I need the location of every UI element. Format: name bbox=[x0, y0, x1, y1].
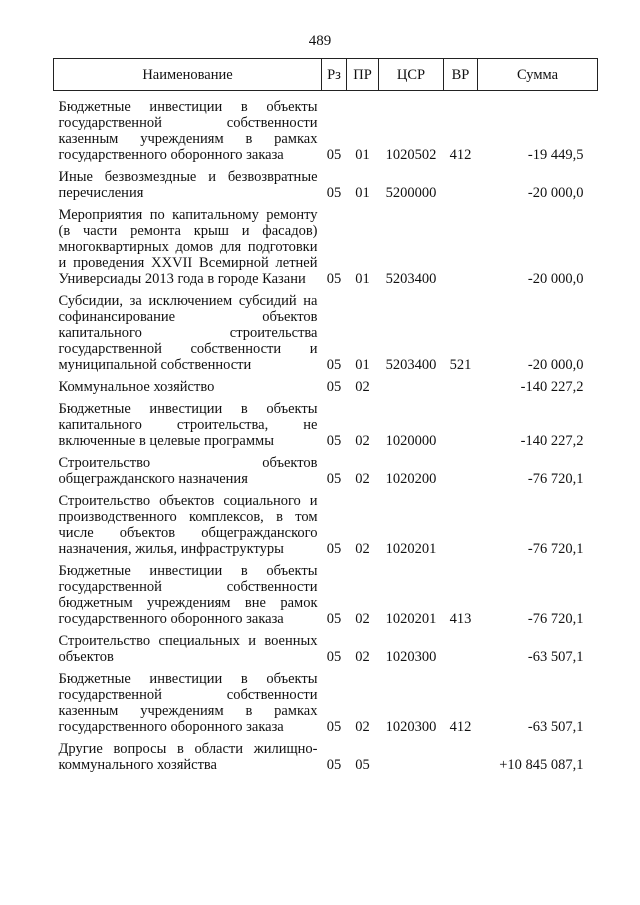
budget-table bbox=[53, 58, 598, 773]
cell-csr: 1020201 bbox=[385, 541, 437, 557]
cell-pr: 01 bbox=[355, 357, 370, 373]
cell-vr bbox=[444, 741, 478, 773]
cell-name bbox=[54, 169, 322, 201]
cell-name bbox=[54, 633, 322, 665]
cell-sum: -63 507,1 bbox=[527, 649, 584, 665]
cell-sum: +10 845 087,1 bbox=[499, 757, 584, 773]
cell-sum: -76 720,1 bbox=[527, 611, 584, 627]
row-label: Бюджетные инвестиции в объекты государственной собственности казенным учреждениям в рамках государственного оборонного заказа bbox=[58, 671, 318, 735]
cell-pr: 01 bbox=[355, 147, 370, 163]
table-header bbox=[54, 59, 598, 91]
cell-csr: 5203400 bbox=[385, 271, 437, 287]
cell-rz: 05 bbox=[326, 649, 342, 665]
cell-vr: 412 bbox=[449, 147, 472, 163]
cell-pr: 01 bbox=[355, 185, 370, 201]
cell-name bbox=[54, 741, 322, 773]
cell-csr: 1020502 bbox=[385, 147, 437, 163]
table-row bbox=[54, 207, 598, 287]
cell-pr: 02 bbox=[355, 471, 370, 487]
row-label: Другие вопросы в области жилищно-коммунального хозяйства bbox=[58, 741, 318, 773]
cell-vr bbox=[444, 379, 478, 395]
header-pr: ПР bbox=[347, 59, 379, 91]
cell-csr: 1020201 bbox=[385, 611, 437, 627]
cell-sum: -140 227,2 bbox=[520, 433, 584, 449]
cell-rz: 05 bbox=[326, 185, 342, 201]
cell-pr: 02 bbox=[355, 379, 370, 395]
cell-rz: 05 bbox=[326, 379, 342, 395]
cell-name bbox=[54, 671, 322, 735]
row-label: Бюджетные инвестиции в объекты государственной собственности казенным учреждениям в рамках государственного оборонного заказа bbox=[58, 99, 318, 163]
cell-pr: 02 bbox=[355, 541, 370, 557]
row-label: Мероприятия по капитальному ремонту (в части ремонта крыш и фасадов) многоквартирных домов для подготовки и проведения XXVII Всемирной летней Универсиады 2013 года в городе Казани bbox=[58, 207, 318, 287]
cell-sum: -140 227,2 bbox=[520, 379, 584, 395]
cell-rz: 05 bbox=[326, 541, 342, 557]
table-row bbox=[54, 379, 598, 395]
cell-rz: 05 bbox=[326, 271, 342, 287]
row-label: Строительство объектов социального и производственного комплексов, в том числе объектов общегражданского назначения, жилья, инфраструктуры bbox=[58, 493, 318, 557]
cell-sum: -20 000,0 bbox=[527, 357, 584, 373]
row-label: Бюджетные инвестиции в объекты капитального строительства, не включенные в целевые программы bbox=[58, 401, 318, 449]
cell-csr bbox=[379, 379, 444, 395]
table-body bbox=[54, 91, 598, 774]
cell-name bbox=[54, 401, 322, 449]
cell-name bbox=[54, 293, 322, 373]
cell-name bbox=[54, 91, 322, 164]
table-row bbox=[54, 563, 598, 627]
cell-name bbox=[54, 493, 322, 557]
cell-sum: -19 449,5 bbox=[527, 147, 584, 163]
cell-vr bbox=[444, 401, 478, 449]
cell-rz: 05 bbox=[326, 433, 342, 449]
cell-vr bbox=[444, 169, 478, 201]
row-label: Строительство объектов общегражданского назначения bbox=[58, 455, 318, 487]
cell-sum: -76 720,1 bbox=[527, 541, 584, 557]
cell-sum: -76 720,1 bbox=[527, 471, 584, 487]
cell-rz: 05 bbox=[326, 611, 342, 627]
cell-name bbox=[54, 563, 322, 627]
header-csr: ЦСР bbox=[379, 59, 444, 91]
cell-csr: 1020300 bbox=[385, 649, 437, 665]
cell-name bbox=[54, 379, 322, 395]
row-label: Иные безвозмездные и безвозвратные перечисления bbox=[58, 169, 318, 201]
header-name: Наименование bbox=[54, 59, 322, 91]
cell-pr: 02 bbox=[355, 719, 370, 735]
cell-sum: -63 507,1 bbox=[527, 719, 584, 735]
cell-rz: 05 bbox=[326, 471, 342, 487]
cell-pr: 02 bbox=[355, 611, 370, 627]
cell-csr bbox=[379, 741, 444, 773]
table-row bbox=[54, 493, 598, 557]
cell-rz: 05 bbox=[326, 147, 342, 163]
header-vr: ВР bbox=[444, 59, 478, 91]
cell-csr: 5200000 bbox=[385, 185, 437, 201]
cell-csr: 5203400 bbox=[385, 357, 437, 373]
cell-rz: 05 bbox=[326, 357, 342, 373]
cell-name bbox=[54, 207, 322, 287]
cell-pr: 02 bbox=[355, 649, 370, 665]
cell-sum: -20 000,0 bbox=[527, 185, 584, 201]
cell-pr: 01 bbox=[355, 271, 370, 287]
header-rz: Рз bbox=[322, 59, 347, 91]
cell-csr: 1020300 bbox=[385, 719, 437, 735]
table-row bbox=[54, 91, 598, 164]
cell-name bbox=[54, 455, 322, 487]
cell-vr: 521 bbox=[449, 357, 472, 373]
row-label: Коммунальное хозяйство bbox=[58, 379, 215, 395]
cell-csr: 1020200 bbox=[385, 471, 437, 487]
cell-vr bbox=[444, 207, 478, 287]
cell-vr: 412 bbox=[449, 719, 472, 735]
cell-vr bbox=[444, 493, 478, 557]
row-label: Строительство специальных и военных объектов bbox=[58, 633, 318, 665]
table-row bbox=[54, 169, 598, 201]
table-row bbox=[54, 633, 598, 665]
cell-sum: -20 000,0 bbox=[527, 271, 584, 287]
table-row bbox=[54, 455, 598, 487]
table-row bbox=[54, 401, 598, 449]
cell-csr: 1020000 bbox=[385, 433, 437, 449]
header-sum: Сумма bbox=[478, 59, 598, 91]
cell-vr bbox=[444, 455, 478, 487]
row-label: Субсидии, за исключением субсидий на софинансирование объектов капитального строительства государственной собственности и муниципальной собственности bbox=[58, 293, 318, 373]
cell-vr bbox=[444, 633, 478, 665]
cell-rz: 05 bbox=[326, 719, 342, 735]
cell-vr: 413 bbox=[449, 611, 472, 627]
table-row bbox=[54, 741, 598, 773]
cell-rz: 05 bbox=[326, 757, 342, 773]
table-row bbox=[54, 293, 598, 373]
table-row bbox=[54, 671, 598, 735]
row-label: Бюджетные инвестиции в объекты государственной собственности бюджетным учреждениям вне рамок государственного оборонного заказа bbox=[58, 563, 318, 627]
cell-pr: 02 bbox=[355, 433, 370, 449]
cell-pr: 05 bbox=[355, 757, 370, 773]
page-number: 489 bbox=[308, 33, 332, 49]
